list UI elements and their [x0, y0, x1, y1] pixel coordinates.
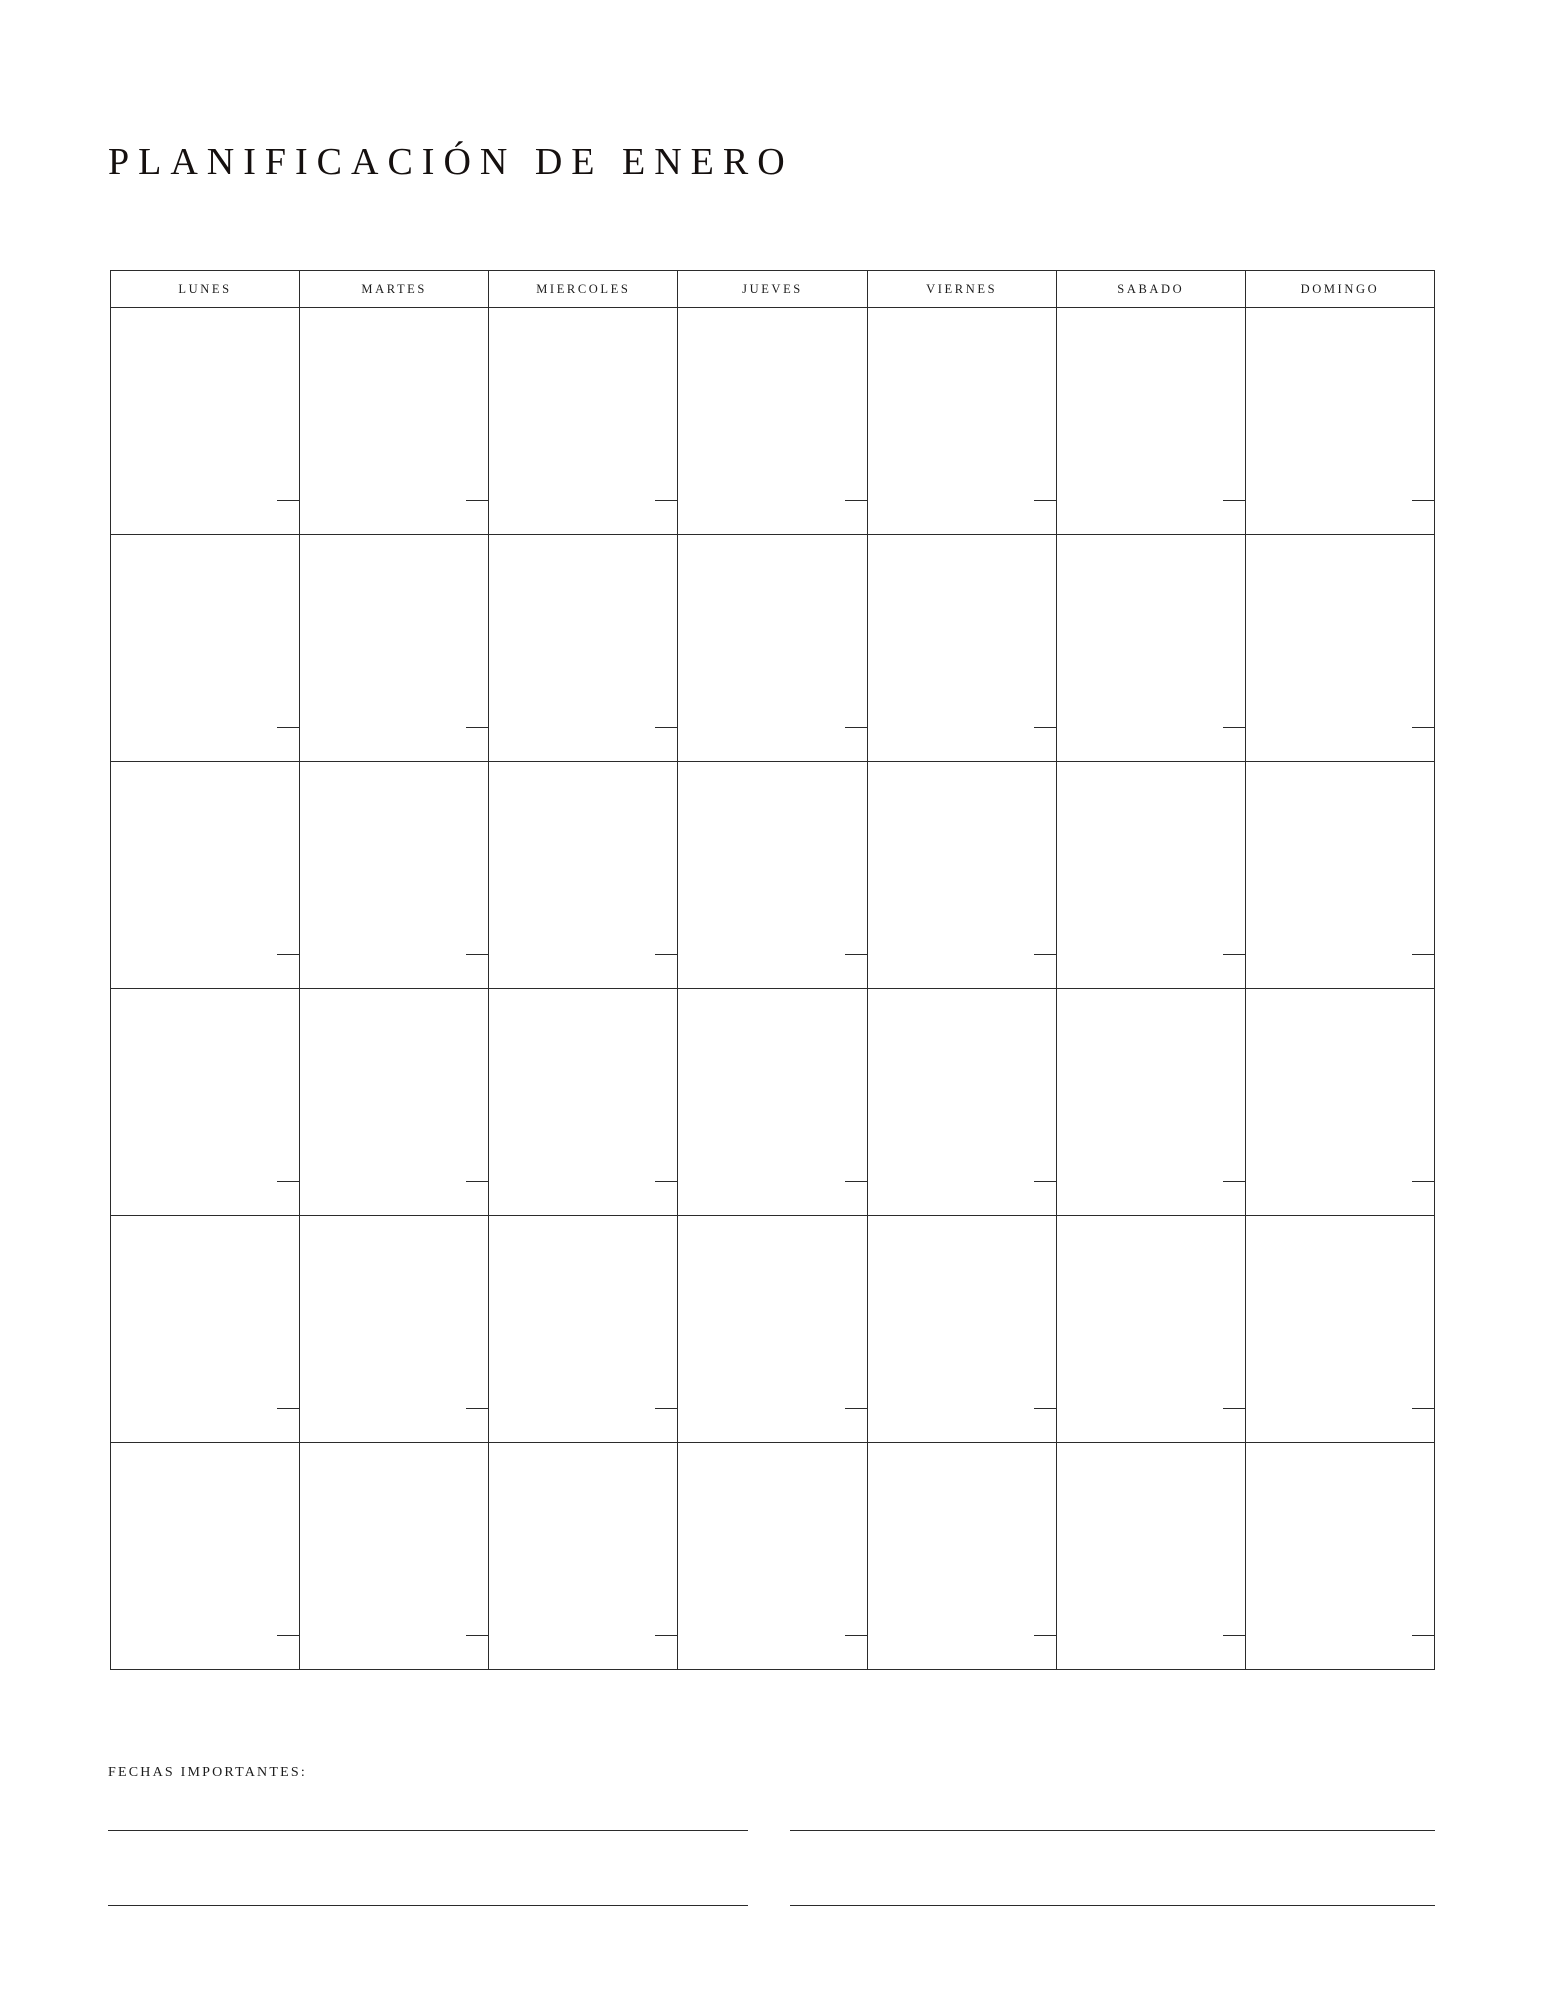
day-cell[interactable]: [678, 535, 867, 761]
day-cell[interactable]: [678, 308, 867, 534]
day-cell[interactable]: [489, 1443, 678, 1669]
day-tick-line: [466, 954, 488, 955]
day-cell[interactable]: [111, 1216, 300, 1442]
day-cell[interactable]: [868, 308, 1057, 534]
day-tick-line: [1412, 1635, 1434, 1636]
day-cell[interactable]: [300, 1216, 489, 1442]
calendar-week-row: [111, 535, 1435, 762]
day-tick-line: [845, 727, 867, 728]
day-tick-line: [277, 1635, 299, 1636]
day-tick-line: [1034, 500, 1056, 501]
day-cell[interactable]: [1057, 1216, 1246, 1442]
day-tick-line: [1223, 727, 1245, 728]
weekday-header-lunes: LUNES: [111, 271, 300, 307]
day-cell[interactable]: [868, 762, 1057, 988]
important-dates-write-line[interactable]: [108, 1830, 748, 1831]
weekday-header-sabado: SABADO: [1057, 271, 1246, 307]
day-tick-line: [845, 1408, 867, 1409]
weekday-header-row: [111, 271, 1435, 308]
day-tick-line: [845, 1635, 867, 1636]
calendar-week-row: [111, 989, 1435, 1216]
day-cell[interactable]: [1246, 535, 1435, 761]
day-tick-line: [277, 1408, 299, 1409]
day-cell[interactable]: [1246, 762, 1435, 988]
day-tick-line: [1412, 1408, 1434, 1409]
day-cell[interactable]: [1246, 989, 1435, 1215]
day-cell[interactable]: [489, 1216, 678, 1442]
weekday-header-martes: MARTES: [300, 271, 489, 307]
calendar-week-row: [111, 762, 1435, 989]
day-tick-line: [845, 1181, 867, 1182]
weekday-header-jueves: JUEVES: [678, 271, 867, 307]
day-cell[interactable]: [1057, 308, 1246, 534]
day-cell[interactable]: [868, 1216, 1057, 1442]
day-cell[interactable]: [1057, 989, 1246, 1215]
day-cell[interactable]: [1057, 762, 1246, 988]
day-tick-line: [1412, 1181, 1434, 1182]
day-cell[interactable]: [1057, 535, 1246, 761]
day-tick-line: [1034, 954, 1056, 955]
day-tick-line: [1412, 500, 1434, 501]
day-tick-line: [1223, 1635, 1245, 1636]
day-cell[interactable]: [1246, 308, 1435, 534]
day-cell[interactable]: [1057, 1443, 1246, 1669]
day-tick-line: [655, 727, 677, 728]
day-tick-line: [277, 1181, 299, 1182]
day-tick-line: [466, 727, 488, 728]
important-dates-label: FECHAS IMPORTANTES:: [108, 1765, 307, 1780]
day-tick-line: [655, 1181, 677, 1182]
day-cell[interactable]: [868, 989, 1057, 1215]
day-tick-line: [1034, 727, 1056, 728]
day-cell[interactable]: [300, 1443, 489, 1669]
day-tick-line: [1223, 954, 1245, 955]
day-tick-line: [1034, 1635, 1056, 1636]
day-cell[interactable]: [868, 1443, 1057, 1669]
day-tick-line: [1034, 1181, 1056, 1182]
day-tick-line: [655, 954, 677, 955]
day-cell[interactable]: [111, 308, 300, 534]
day-tick-line: [466, 1635, 488, 1636]
day-cell[interactable]: [300, 762, 489, 988]
day-tick-line: [845, 500, 867, 501]
day-tick-line: [1223, 1181, 1245, 1182]
day-cell[interactable]: [489, 989, 678, 1215]
weekday-header-viernes: VIERNES: [868, 271, 1057, 307]
day-cell[interactable]: [489, 308, 678, 534]
day-tick-line: [277, 500, 299, 501]
important-dates-write-line[interactable]: [790, 1830, 1435, 1831]
day-tick-line: [1223, 1408, 1245, 1409]
day-tick-line: [466, 1181, 488, 1182]
day-cell[interactable]: [300, 989, 489, 1215]
day-tick-line: [1412, 954, 1434, 955]
day-tick-line: [1034, 1408, 1056, 1409]
monthly-calendar-grid: [110, 270, 1435, 1670]
day-cell[interactable]: [111, 762, 300, 988]
day-cell[interactable]: [678, 989, 867, 1215]
day-cell[interactable]: [678, 1216, 867, 1442]
day-tick-line: [277, 727, 299, 728]
day-tick-line: [1223, 500, 1245, 501]
day-tick-line: [277, 954, 299, 955]
day-cell[interactable]: [489, 762, 678, 988]
page-title: PLANIFICACIÓN DE ENERO: [108, 141, 794, 183]
day-tick-line: [466, 1408, 488, 1409]
day-cell[interactable]: [1246, 1443, 1435, 1669]
day-tick-line: [655, 500, 677, 501]
calendar-week-row: [111, 308, 1435, 535]
day-cell[interactable]: [111, 989, 300, 1215]
weekday-header-miercoles: MIERCOLES: [489, 271, 678, 307]
day-cell[interactable]: [678, 1443, 867, 1669]
day-cell[interactable]: [300, 535, 489, 761]
important-dates-write-line[interactable]: [108, 1905, 748, 1906]
day-tick-line: [466, 500, 488, 501]
day-cell[interactable]: [1246, 1216, 1435, 1442]
weekday-header-domingo: DOMINGO: [1246, 271, 1435, 307]
day-cell[interactable]: [489, 535, 678, 761]
important-dates-write-line[interactable]: [790, 1905, 1435, 1906]
calendar-week-row: [111, 1443, 1435, 1670]
day-cell[interactable]: [678, 762, 867, 988]
day-cell[interactable]: [111, 1443, 300, 1669]
day-tick-line: [845, 954, 867, 955]
day-cell[interactable]: [111, 535, 300, 761]
day-cell[interactable]: [868, 535, 1057, 761]
day-tick-line: [655, 1635, 677, 1636]
calendar-week-row: [111, 1216, 1435, 1443]
day-cell[interactable]: [300, 308, 489, 534]
day-tick-line: [655, 1408, 677, 1409]
day-tick-line: [1412, 727, 1434, 728]
